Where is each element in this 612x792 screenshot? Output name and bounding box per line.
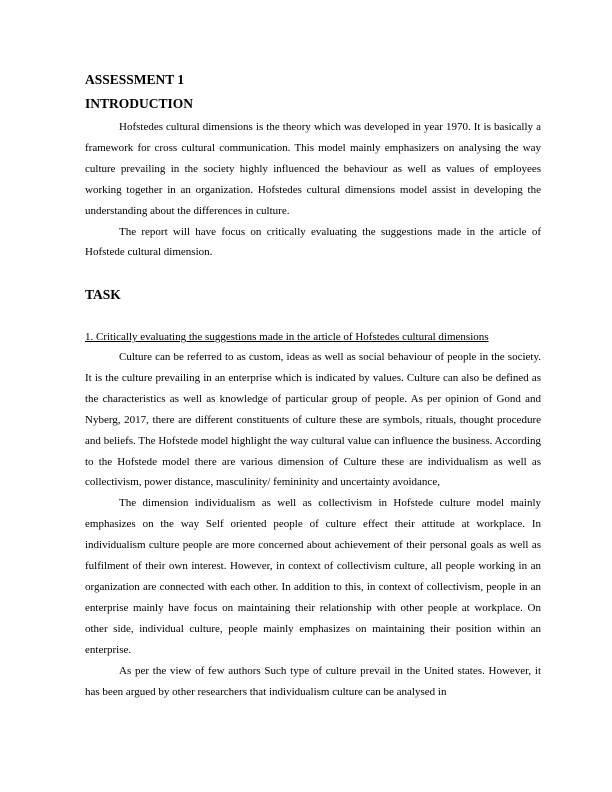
- task-paragraph-3: As per the view of few authors Such type of culture prevail in the United states. However, it has been argued by other researchers that individualism culture can be analysed in: [85, 664, 541, 698]
- intro-paragraph-2: The report will have focus on critically evaluating the suggestions made in the article of Hofstede cultural dimension.: [85, 225, 541, 259]
- task-paragraph-2: The dimension individualism as well as collectivism in Hofstede culture model mainly emphasizes on the way Self oriented people of culture effect their attitude at workplace. In individualism culture people are more concerned about achievement of their personal goals as well as fulfilment of their own interest. However, in context of collectivism culture, all people working in an organization are connected with each other. In addition to this, in context of collectivism, people in an enterprise mainly have focus on maintaining their relationship with other people at workplace. On other side, individual culture, people mainly emphasizes on maintaining their position within an enterprise.: [85, 497, 541, 656]
- intro-paragraph-1: Hofstedes cultural dimensions is the theory which was developed in year 1970. It is basically a framework for cross cultural communication. This model mainly emphasizers on analysing the way culture prevailing in the society highly influenced the behaviour as well as values of employees working together in an organization. Hofstedes cultural dimensions model assist in developing the understanding about the differences in culture.: [85, 121, 541, 217]
- task-section: [85, 347, 541, 702]
- assessment-title: ASSESSMENT 1: [85, 72, 185, 87]
- task-heading: TASK: [85, 287, 121, 302]
- introduction-section: [85, 117, 541, 263]
- task-paragraph-1: Culture can be referred to as custom, ideas as well as social behaviour of people in the society. It is the culture prevailing in an enterprise which is indicated by values. Culture can also be defined as the characteristics as well as knowledge of particular group of people. As per opinion of Gond and Nyberg, 2017, there are different constituents of culture these are symbols, rituals, thought procedure and beliefs. The Hofstede model highlight the way cultural value can influence the business. According to the Hofstede model there are various dimension of Culture these are individualism as well as collectivism, power distance, masculinity/ femininity and uncertainty avoidance,: [85, 351, 541, 489]
- introduction-heading: INTRODUCTION: [85, 96, 194, 111]
- task-subheading: 1. Critically evaluating the suggestions made in the article of Hofstedes cultural dimensions: [85, 331, 489, 343]
